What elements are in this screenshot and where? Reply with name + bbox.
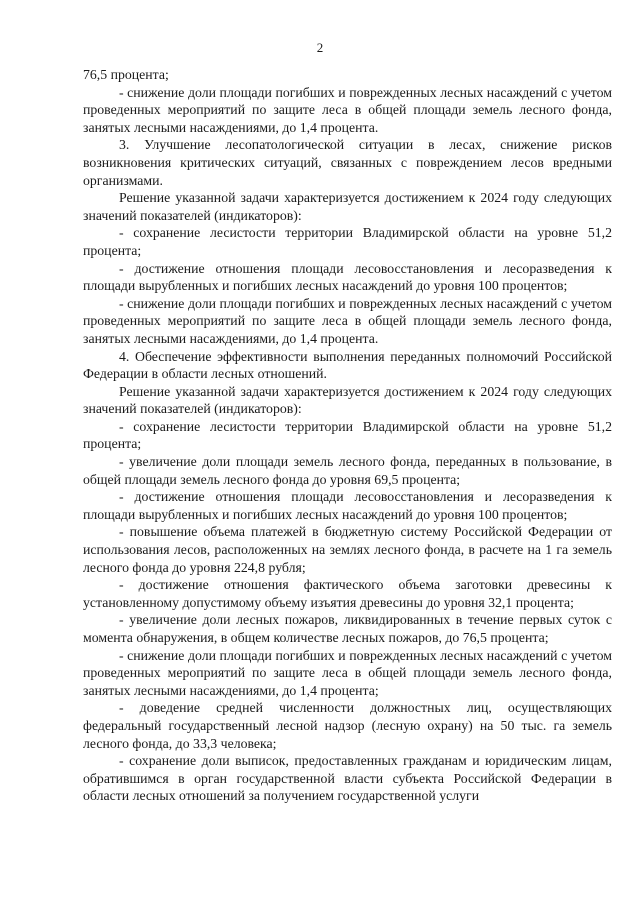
paragraph: - снижение доли площади погибших и поврежденных лесных насаждений с учетом проведенных мероприятий по защите леса в общей площади земель лесного фонда, занятых лесными насаждениями, до 1,4 процента.	[83, 295, 612, 346]
document-body	[83, 66, 612, 805]
paragraph: - увеличение доли площади земель лесного фонда, переданных в пользование, в общей площади земель лесного фонда до уровня 69,5 процента;	[83, 454, 612, 487]
paragraph: - повышение объема платежей в бюджетную систему Российской Федерации от использования лесов, расположенных на землях лесного фонда, в расчете на 1 га земель лесного фонда до уровня 224,8 рубля;	[83, 524, 612, 575]
paragraph: 4. Обеспечение эффективности выполнения переданных полномочий Российской Федерации в области лесных отношений.	[83, 348, 612, 382]
paragraph: Решение указанной задачи характеризуется достижением к 2024 году следующих значений показателей (индикаторов):	[83, 190, 612, 223]
paragraph: - достижение отношения площади лесовосстановления и лесоразведения к площади вырубленных и погибших лесных насаждений до уровня 100 процентов;	[83, 260, 612, 294]
paragraph: 3. Улучшение лесопатологической ситуации в лесах, снижение рисков возникновения критических ситуаций, связанных с повреждением лесов вредными организмами.	[83, 137, 612, 188]
paragraph: - доведение средней численности должностных лиц, осуществляющих федеральный государственный лесной надзор (лесную охрану) на 50 тыс. га земель лесного фонда, до 33,3 человека;	[83, 700, 612, 751]
paragraph: - увеличение доли лесных пожаров, ликвидированных в течение первых суток с момента обнаружения, в общем количестве лесных пожаров, до 76,5 процента;	[83, 612, 612, 645]
paragraph: - сохранение доли выписок, предоставленных гражданам и юридическим лицам, обратившимся в орган государственной власти субъекта Российской Федерации в области лесных отношений за получением государственной услуги	[83, 753, 612, 804]
paragraph: - достижение отношения фактического объема заготовки древесины к установленному допустимому объему изъятия древесины до уровня 32,1 процента;	[83, 577, 612, 610]
paragraph: - сохранение лесистости территории Владимирской области на уровне 51,2 процента;	[83, 225, 612, 258]
paragraph: - снижение доли площади погибших и поврежденных лесных насаждений с учетом проведенных мероприятий по защите леса в общей площади земель лесного фонда, занятых лесными насаждениями, до 1,4 процента.	[83, 84, 612, 135]
paragraph: - достижение отношения площади лесовосстановления и лесоразведения к площади вырубленных и погибших лесных насаждений до уровня 100 процентов;	[83, 489, 612, 522]
paragraph: - снижение доли площади погибших и поврежденных лесных насаждений с учетом проведенных мероприятий по защите леса в общей площади земель лесного фонда, занятых лесными насаждениями, до 1,4 процента;	[83, 647, 612, 698]
page-number: 2	[316, 40, 324, 55]
paragraph: Решение указанной задачи характеризуется достижением к 2024 году следующих значений показателей (индикаторов):	[83, 383, 612, 417]
paragraph: - сохранение лесистости территории Владимирской области на уровне 51,2 процента;	[83, 418, 612, 452]
paragraph: 76,5 процента;	[83, 67, 169, 82]
